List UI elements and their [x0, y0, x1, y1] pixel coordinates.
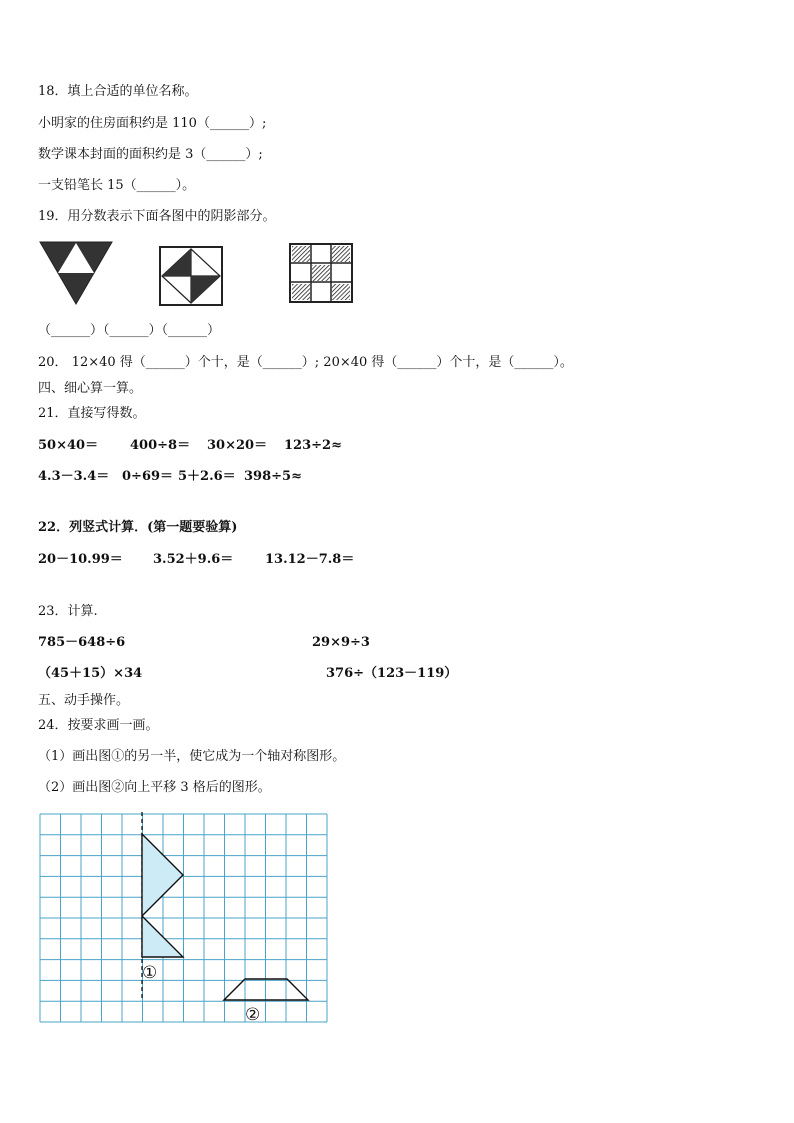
figure-square-diamond: [158, 245, 224, 307]
q23-title: 23．计算.: [38, 604, 98, 619]
q21-r1-c3: 30×20＝: [207, 438, 268, 453]
q21-r2-c3: 5＋2.6＝: [178, 469, 236, 484]
q19-title: 19．用分数表示下面各图中的阴影部分。: [38, 209, 276, 224]
q22-item-3: 13.12－7.8＝: [265, 552, 355, 567]
grid-lines: [40, 814, 327, 1022]
q19-answers: （______）（______）（______）: [38, 323, 221, 338]
q20: 20． 12×40 得（______）个十，是（______）; 20×40 得（______）个十，是（______）。: [38, 355, 573, 370]
q18-title: 18．填上合适的单位名称。: [38, 84, 198, 99]
q24-line-1: （1）画出图①的另一半，使它成为一个轴对称图形。: [38, 749, 346, 764]
q21-title: 21．直接写得数。: [38, 406, 146, 421]
q23-item-4: 376÷（123－119）: [326, 666, 458, 681]
figure-1-label: ①: [142, 963, 158, 983]
q23-item-3: （45＋15）×34: [38, 666, 143, 681]
figure-2-label: ②: [245, 1005, 261, 1025]
q21-r1-c1: 50×40＝: [38, 438, 99, 453]
q18-line-3: 一支铅笔长 15（______）。: [38, 178, 196, 193]
drawing-grid: [38, 812, 330, 1026]
q22-item-1: 20－10.99＝: [38, 552, 123, 567]
q21-r2-c1: 4.3－3.4＝: [38, 469, 110, 484]
figure-grid-squares: [288, 242, 354, 304]
q21-r2-c4: 398÷5≈: [244, 469, 302, 484]
q23-item-1: 785－648÷6: [38, 635, 126, 650]
section-4-heading: 四、细心算一算。: [38, 381, 143, 396]
q21-r2-c2: 0÷69＝: [122, 469, 174, 484]
q18-line-2: 数学课本封面的面积约是 3（______）;: [38, 147, 263, 162]
q23-item-2: 29×9÷3: [312, 635, 370, 650]
q21-r1-c4: 123÷2≈: [284, 438, 342, 453]
section-5-heading: 五、动手操作。: [38, 693, 130, 708]
q21-r1-c2: 400÷8＝: [130, 438, 191, 453]
q18-line-1: 小明家的住房面积约是 110（______）;: [38, 116, 267, 131]
figure-triangle: [38, 240, 114, 306]
q22-item-2: 3.52＋9.6＝: [153, 552, 234, 567]
q24-line-2: （2）画出图②向上平移 3 格后的图形。: [38, 780, 271, 795]
q24-title: 24．按要求画一画。: [38, 718, 159, 733]
q22-title: 22．列竖式计算．(第一题要验算): [38, 520, 238, 535]
